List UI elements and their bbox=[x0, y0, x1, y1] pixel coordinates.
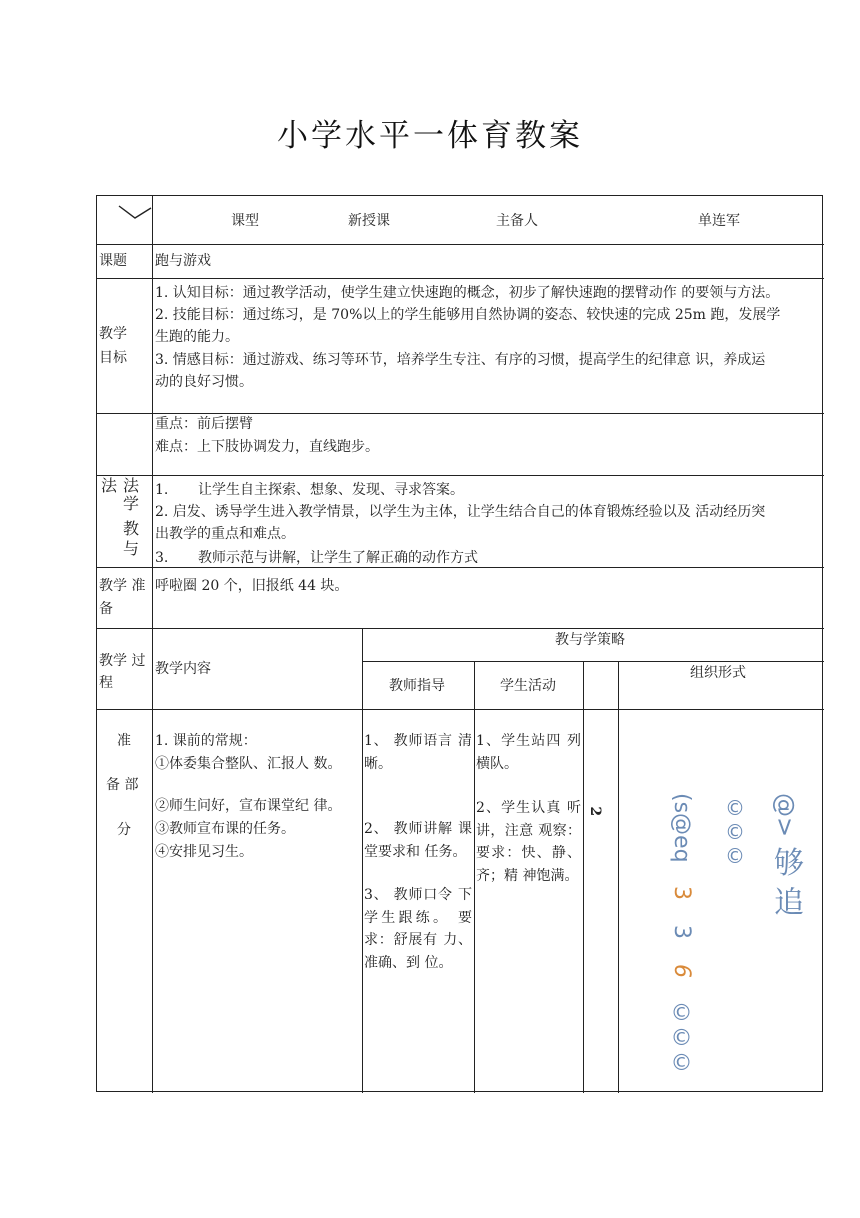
process-label: 程 bbox=[99, 675, 113, 691]
process-label: 教学 过 bbox=[99, 653, 146, 669]
topic-label: 课题 bbox=[99, 253, 127, 269]
formation-number: 3 bbox=[669, 924, 694, 939]
column-divider bbox=[474, 661, 475, 1093]
content-item: ①体委集合整队、汇报人 数。 bbox=[155, 756, 342, 772]
method-item-cont: 出教学的重点和难点。 bbox=[155, 526, 295, 542]
formation-symbol: 追 bbox=[768, 886, 803, 917]
row-divider bbox=[97, 278, 824, 279]
section-label: 备 部 bbox=[106, 777, 139, 793]
section-label: 分 bbox=[117, 822, 131, 838]
student-column-header: 学生活动 bbox=[500, 678, 556, 694]
student-activity: 2、学生认真 听讲，注意 观察： 要求：快、静、齐；精 神饱满。 bbox=[476, 800, 581, 884]
formation-symbol: 够 bbox=[768, 846, 803, 877]
objective-affective-cont: 动的良好习惯。 bbox=[155, 374, 253, 390]
method-item: 让学生自主探索、想象、发现、寻求答案。 bbox=[198, 482, 464, 498]
preparation-label: 教学 准 bbox=[99, 578, 146, 594]
objective-affective: 3. 情感目标：通过游戏、练习等环节，培养学生专注、有序的习惯，提高学生的纪律意 识，养成运 bbox=[155, 352, 766, 368]
topic-value: 跑与游戏 bbox=[155, 253, 211, 269]
methods-label: 法 bbox=[101, 476, 118, 495]
content-item: ②师生问好，宣布课堂纪 律。 bbox=[155, 798, 342, 814]
student-activity: 1、学生站四 列横队。 bbox=[476, 733, 581, 772]
teacher-guidance: 1、 教师语言 清晰。 bbox=[364, 733, 472, 772]
row-divider bbox=[97, 628, 824, 629]
objectives-label: 教学 bbox=[99, 326, 127, 342]
time-value: 2 bbox=[587, 806, 604, 817]
objective-cognitive: 1. 认知目标：通过教学活动，使学生建立快速跑的概念，初步了解快速跑的摆臂动作 的要领与方法。 bbox=[155, 285, 780, 301]
content-item: ④安排见习生。 bbox=[155, 844, 253, 860]
method-item-number: 1. bbox=[155, 482, 169, 498]
formation-diagram bbox=[763, 793, 807, 916]
objective-skill: 2. 技能目标：通过练习，是 70%以上的学生能够用自然协调的姿态、较快速的完成 25m 跑，发展学 bbox=[155, 307, 781, 323]
column-divider bbox=[618, 661, 619, 1093]
lesson-type-label: 课型 bbox=[231, 213, 259, 229]
method-item: 2. 启发、诱导学生进入教学情景，以学生为主体，让学生结合自己的体育锻炼经验以及 活动经历突 bbox=[155, 504, 766, 520]
formation-number: 3 bbox=[669, 885, 694, 900]
content-item: 1. 课前的常规： bbox=[155, 733, 257, 749]
methods-label: 学 bbox=[123, 494, 140, 513]
methods-label: 与 bbox=[123, 539, 140, 558]
key-point: 重点：前后摆臂 bbox=[155, 416, 253, 432]
lesson-plan-table bbox=[96, 195, 823, 1092]
section-label: 准 bbox=[117, 733, 131, 749]
formation-diagram bbox=[669, 793, 694, 1076]
preparer-label: 主备人 bbox=[496, 213, 538, 229]
content-item: ③教师宣布课的任务。 bbox=[155, 821, 295, 837]
organization-column-header: 组织形式 bbox=[690, 665, 746, 681]
strategy-header: 教与学策略 bbox=[555, 632, 625, 648]
teacher-column-header: 教师指导 bbox=[389, 678, 445, 694]
content-column-header: 教学内容 bbox=[155, 661, 211, 677]
formation-symbol: ©©© bbox=[669, 1000, 694, 1076]
methods-label: 法 bbox=[123, 476, 140, 495]
formation-symbol: (s@eq bbox=[669, 793, 694, 863]
row-divider bbox=[97, 709, 824, 710]
methods-label: 教 bbox=[123, 519, 140, 538]
diagonal-mark-icon bbox=[117, 202, 155, 224]
column-divider bbox=[583, 661, 584, 1093]
row-divider bbox=[97, 244, 824, 245]
lesson-type-value: 新授课 bbox=[348, 213, 390, 229]
preparation-label: 备 bbox=[99, 601, 113, 617]
objectives-label: 目标 bbox=[99, 350, 127, 366]
column-divider bbox=[152, 196, 153, 1093]
difficulty-point: 难点：上下肢协调发力，直线跑步。 bbox=[155, 439, 379, 455]
formation-symbol: ©©© bbox=[723, 796, 747, 868]
teacher-guidance: 2、 教师讲解 课堂要求和 任务。 bbox=[364, 821, 472, 860]
preparer-value: 单连军 bbox=[698, 213, 740, 229]
preparation-value: 呼啦圈 20 个，旧报纸 44 块。 bbox=[155, 578, 349, 594]
teacher-guidance: 3、 教师口令 下学生跟练。 要求：舒展有 力、准确、到 位。 bbox=[364, 887, 472, 971]
row-divider bbox=[97, 475, 824, 476]
row-divider bbox=[362, 661, 824, 662]
column-divider bbox=[362, 628, 363, 1093]
method-item-number: 3. bbox=[155, 550, 169, 566]
formation-symbol: @> bbox=[771, 793, 799, 838]
objective-skill-cont: 生跑的能力。 bbox=[155, 329, 239, 345]
method-item: 教师示范与讲解，让学生了解正确的动作方式 bbox=[198, 550, 478, 566]
formation-diagram bbox=[723, 796, 747, 868]
page-title: 小学水平一体育教案 bbox=[277, 118, 583, 154]
formation-number: 6 bbox=[669, 963, 694, 978]
